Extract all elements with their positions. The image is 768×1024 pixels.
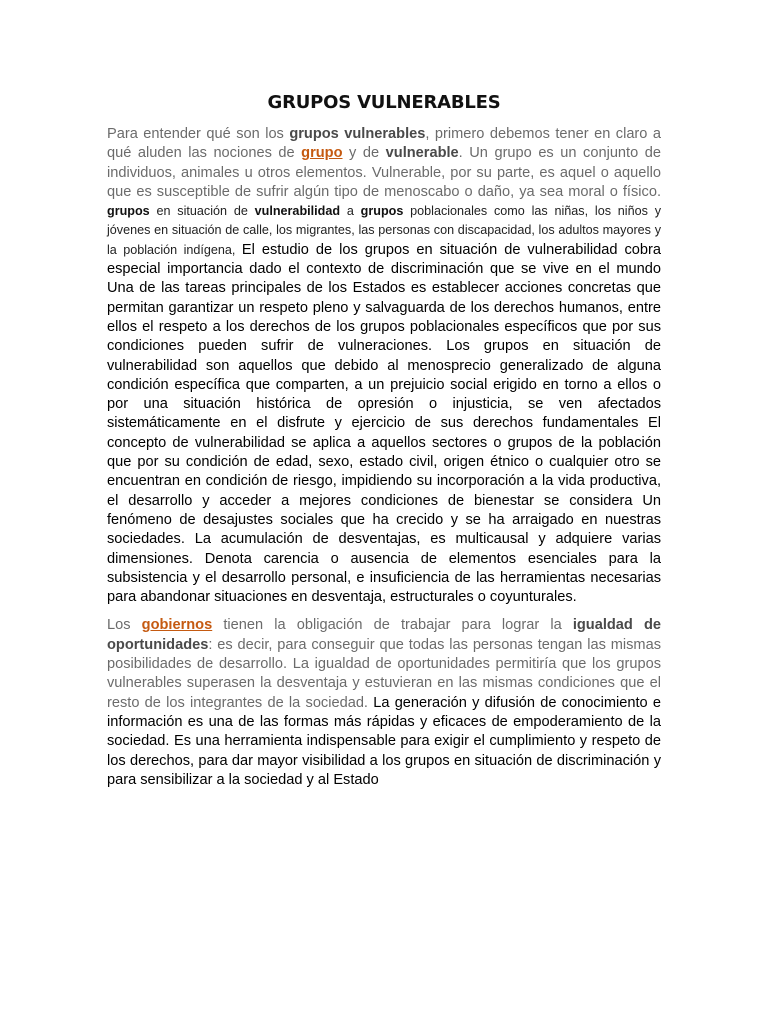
p1-small-poblacionales: poblacionales como las niñas, los niños y jóvenes en situación de calle, los migrantes, las personas con discapacidad, los adultos mayores y la población indígena, (107, 204, 662, 257)
p1-text-definicion: . Un grupo es un conjunto de individuos, animales u otros elementos. Vulnerable, por su parte, es aquel o aquello que es susceptible de sufrir algún tipo de menoscabo o daño, ya sea moral o físico. (107, 145, 661, 200)
document-title: GRUPOS VULNERABLES (267, 92, 501, 113)
p1-small-bold-grupos-2: grupos (360, 204, 404, 219)
p2-text-generacion: La generación y difusión de conocimiento e información es una de las formas más rápidas y eficaces de empoderamiento de la sociedad. Es una herramienta indispensable para exigir el cumplimiento y respeto de los derechos, para dar mayor visibilidad a los grupos en situación de discriminación y para sensibilizar a la sociedad y al Estado (107, 694, 662, 788)
p2-bold-igualdad: igualdad de oportunidades (107, 617, 661, 653)
p1-text-intro: Para entender qué son los (107, 126, 290, 142)
p1-text-estudio: El estudio de los grupos en situación de vulnerabilidad cobra especial importancia dado el contexto de discriminación que se vive en el mundo Una de las tareas principales de los Estados es establecer acciones concretas que permitan garantizar un respeto pleno y salvaguarda de los derechos humanos, entre ellos el respeto a los derechos de los grupos poblacionales específicos que por sus condiciones pueden sufrir de vulneraciones. Los grupos en situación de vulnerabilidad son aquellos que debido al menosprecio generalizado de alguna condición específica que comparten, a un prejuicio social erigido en torno a ellos o por una situación histórica de opresión o injusticia, se ven afectados sistemáticamente en el disfrute y ejercicio de sus derechos fundamentales El concepto de vulnerabilidad se aplica a aquellos sectores o grupos de la población que por su condición de edad, sexo, estado civil, origen étnico o cualquier otro se encuentran en condición de riesgo, impidiendo su incorporación a la vida productiva, el desarrollo y acceder a mejores condiciones de bienestar se considera Un fenómeno de desajustes sociales que ha crecido y se ha arraigado en nuestras sociedades. La acumulación de desventajas, es multicausal y adquiere varias dimensiones. Denota carencia o ausencia de elementos esenciales para la subsistencia y el desarrollo personal, e insuficiencia de las herramientas necesarias para abandonar situaciones en desventaja, estructurales o coyunturales. (107, 241, 661, 606)
p2-text-los: Los (107, 617, 142, 634)
p1-small-a: a (340, 204, 361, 219)
p1-bold-vulnerable: vulnerable (385, 145, 459, 162)
p1-bold-grupos-vulnerables: grupos vulnerables (289, 126, 426, 142)
paragraph-1 (107, 125, 661, 607)
p2-text-obligacion: tienen la obligación de trabajar para lograr la (212, 617, 573, 634)
gobiernos-link[interactable]: gobiernos (141, 617, 213, 634)
p1-text-y-de: y de (342, 145, 386, 162)
p1-small-bold-vulnerabilidad: vulnerabilidad (254, 204, 341, 219)
p2-text-es-decir: : es decir, para conseguir que todas las personas tengan las mismas posibilidades de desarrollo. La igualdad de oportunidades permitiría que los grupos vulnerables superasen la desventaja y estuvieran en las mismas condiciones que el resto de los integrantes de la sociedad. (107, 636, 661, 711)
paragraph-2 (107, 616, 661, 790)
p1-small-en-situacion: en situación de (149, 204, 255, 219)
p1-small-bold-grupos: grupos (107, 204, 150, 219)
document-page (107, 92, 661, 790)
grupo-link[interactable]: grupo (301, 145, 343, 162)
p1-text-nociones: , primero debemos tener en claro a qué aluden las nociones de (107, 126, 661, 162)
